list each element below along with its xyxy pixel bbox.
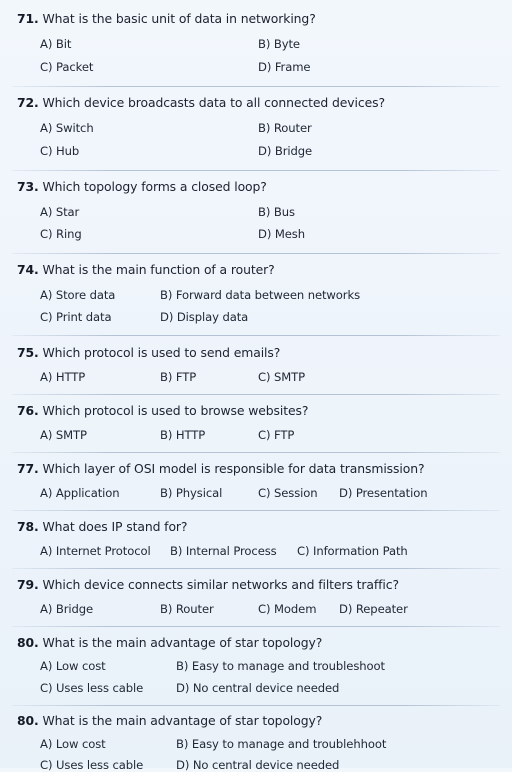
option-c: C) Hub bbox=[40, 144, 80, 158]
option-c: C) Uses less cable bbox=[40, 681, 144, 695]
option-a: A) Low cost bbox=[40, 737, 106, 751]
option-b: B) Byte bbox=[258, 37, 300, 51]
option-c: C) Print data bbox=[40, 310, 112, 324]
question-number: 77. bbox=[17, 461, 39, 476]
question-text: Which protocol is used to browse websites? bbox=[42, 403, 309, 418]
option-a: A) Bridge bbox=[40, 602, 94, 616]
option-b: B) Bus bbox=[258, 205, 295, 219]
question-number: 74. bbox=[17, 262, 39, 277]
question-text: Which device broadcasts data to all connected devices? bbox=[42, 95, 385, 110]
question-text: What does IP stand for? bbox=[42, 519, 188, 534]
question-text: What is the basic unit of data in networking? bbox=[42, 11, 316, 26]
option-c: C) Session bbox=[258, 486, 318, 500]
option-d: D) Presentation bbox=[339, 486, 428, 500]
question-number: 71. bbox=[17, 11, 39, 26]
option-a: A) Star bbox=[40, 205, 80, 219]
option-a: A) Internet Protocol bbox=[40, 544, 151, 558]
option-a: A) Low cost bbox=[40, 659, 106, 673]
option-b: B) FTP bbox=[160, 370, 197, 384]
option-c: C) Modem bbox=[258, 602, 317, 616]
option-c: C) Uses less cable bbox=[40, 758, 144, 772]
option-b: B) HTTP bbox=[160, 428, 206, 442]
divider bbox=[12, 86, 500, 87]
option-b: B) Easy to manage and troublehhoot bbox=[176, 737, 387, 751]
option-a: A) Store data bbox=[40, 288, 116, 302]
option-c: C) Ring bbox=[40, 227, 82, 241]
option-c: C) Packet bbox=[40, 60, 94, 74]
question-number: 73. bbox=[17, 179, 39, 194]
question-number: 80. bbox=[17, 635, 39, 650]
option-b: B) Router bbox=[160, 602, 214, 616]
option-c: C) FTP bbox=[258, 428, 295, 442]
question-text: Which device connects similar networks and filters traffic? bbox=[42, 577, 399, 592]
option-b: B) Physical bbox=[160, 486, 223, 500]
divider bbox=[12, 510, 500, 511]
divider bbox=[12, 705, 500, 706]
question-number: 80. bbox=[17, 713, 39, 728]
question-text: What is the main function of a router? bbox=[42, 262, 275, 277]
option-d: D) Frame bbox=[258, 60, 311, 74]
option-d: D) No central device needed bbox=[176, 681, 340, 695]
option-a: A) HTTP bbox=[40, 370, 86, 384]
option-b: B) Router bbox=[258, 121, 312, 135]
divider bbox=[12, 568, 500, 569]
option-d: D) Display data bbox=[160, 310, 249, 324]
option-a: A) Switch bbox=[40, 121, 94, 135]
option-b: B) Forward data between networks bbox=[160, 288, 361, 302]
divider bbox=[12, 253, 500, 254]
question-text: What is the main advantage of star topology? bbox=[42, 713, 323, 728]
question-text: What is the main advantage of star topology? bbox=[42, 635, 323, 650]
option-b: B) Easy to manage and troubleshoot bbox=[176, 659, 385, 673]
question-text: Which protocol is used to send emails? bbox=[42, 345, 281, 360]
option-d: D) Repeater bbox=[339, 602, 408, 616]
option-a: A) Bit bbox=[40, 37, 72, 51]
divider bbox=[12, 626, 500, 627]
divider bbox=[12, 170, 500, 171]
question-number: 79. bbox=[17, 577, 39, 592]
option-a: A) Application bbox=[40, 486, 120, 500]
option-d: D) Mesh bbox=[258, 227, 305, 241]
question-number: 78. bbox=[17, 519, 39, 534]
question-number: 76. bbox=[17, 403, 39, 418]
option-a: A) SMTP bbox=[40, 428, 87, 442]
question-text: Which topology forms a closed loop? bbox=[42, 179, 267, 194]
question-number: 75. bbox=[17, 345, 39, 360]
question-number: 72. bbox=[17, 95, 39, 110]
option-c: C) Information Path bbox=[297, 544, 408, 558]
divider bbox=[12, 452, 500, 453]
option-d: D) No central device needed bbox=[176, 758, 340, 772]
option-d: D) Bridge bbox=[258, 144, 313, 158]
divider bbox=[12, 394, 500, 395]
divider bbox=[12, 335, 500, 336]
option-b: B) Internal Process bbox=[170, 544, 277, 558]
option-c: C) SMTP bbox=[258, 370, 306, 384]
question-text: Which layer of OSI model is responsible for data transmission? bbox=[42, 461, 425, 476]
